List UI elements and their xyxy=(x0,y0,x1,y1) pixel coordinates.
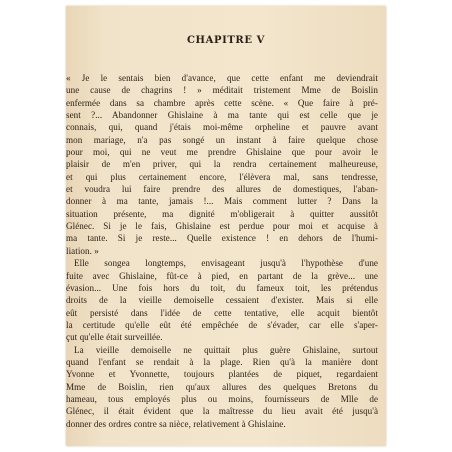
text-line: Glénec. Si je le fais, Ghislaine est perdue pour moi et acquise à xyxy=(66,221,378,232)
text-line: donner des ordres contre sa nièce, relativement à Ghislaine. xyxy=(66,418,286,429)
text-line: hameau, tous employés plus ou moins, fournisseurs de Mlle de xyxy=(66,393,378,404)
text-line: et qui plus certainement encore, l'élèvera mal, sans tendresse, xyxy=(66,171,378,182)
text-line: mon mariage, n'a pas songé un instant à faire quelque chose xyxy=(66,134,378,145)
text-line: et voudra lui faire prendre des allures de domestiques, l'aban- xyxy=(66,184,378,195)
text-line: pour moi, qui ne veut me prendre Ghislaine que pour avoir le xyxy=(66,147,378,158)
text-line: Elle songea longtemps, envisageant jusqu'à l'hypothèse d'une xyxy=(74,258,378,269)
text-line: eût persisté dans l'idée de cette tentative, elle acquit bientôt xyxy=(66,307,378,318)
text-line: droits de la vieille demoiselle cessaient d'exister. Mais si elle xyxy=(66,295,378,306)
text-line: Mme de Boislin, rien qu'aux allures des quelques Bretons du xyxy=(66,381,378,392)
text-line: ma tante. Si je reste... Quelle existence ! en dehors de l'humi- xyxy=(66,233,378,244)
text-line: La vieille demoiselle ne quittait plus guère Ghislaine, surtout xyxy=(74,344,378,355)
body-text xyxy=(66,72,378,430)
text-line: sent ?... Abandonner Ghislaine à ma tante qui est celle que je xyxy=(66,110,378,121)
text-line: situation présente, ma dignité m'obligerait à quitter aussitôt xyxy=(66,208,378,219)
text-line: connais, qui, quand j'étais moi-même orpheline et pauvre avant xyxy=(66,122,378,133)
text-line: Yvonne et Yvonnette, toujours plantées de piquet, regardaient xyxy=(66,369,378,380)
text-line: quand l'enfant se rendait à la plage. Rien qu'à la manière dont xyxy=(66,356,378,367)
text-line: plaisir de m'en priver, qui la rendra certainement malheureuse, xyxy=(66,159,378,170)
text-line: enfermée dans sa chambre après cette scène. « Que faire à pré- xyxy=(66,97,378,108)
text-line: liation. » xyxy=(66,245,99,256)
text-line: évasion... Une fois hors du toit, du fameux toit, les prétendus xyxy=(66,282,378,293)
text-line: la certitude qu'elle eût été empêchée de s'évader, car elle s'aper- xyxy=(66,319,378,330)
text-line: Glénec, il était évident que la maîtresse du lieu avait été jusqu'à xyxy=(66,406,378,417)
book-page xyxy=(66,6,386,446)
text-line: donner à ma tante, jamais !... Mais comment lutter ? Dans la xyxy=(66,196,378,207)
text-line: çut qu'elle était surveillée. xyxy=(66,332,163,343)
chapter-title: CHAPITRE V xyxy=(187,35,265,46)
text-line: fuite avec Ghislaine, fût-ce à pied, en partant de la grève... une xyxy=(66,270,378,281)
text-line: une cause de chagrins ! » méditait tristement Mme de Boislin xyxy=(66,85,378,96)
text-line: « Je le sentais bien d'avance, que cette enfant me deviendrait xyxy=(66,73,378,83)
